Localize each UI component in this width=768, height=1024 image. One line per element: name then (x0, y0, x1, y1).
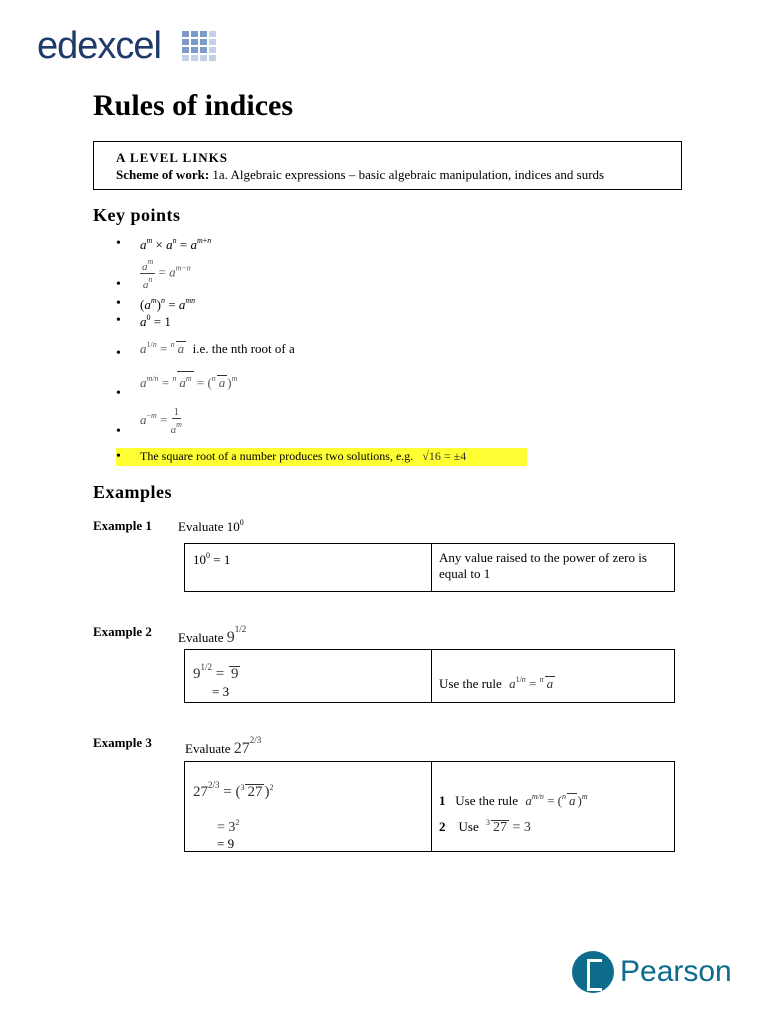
key-points-heading: Key points (93, 205, 181, 225)
example-2-table (184, 649, 675, 703)
bullet: • (116, 424, 121, 439)
key-point-4: $a^0 = 1$ (140, 313, 171, 329)
key-point-6: $a^{m/n} = ^n$ $a^m = (^n$ a )$^m$ (140, 371, 237, 391)
key-point-5: $a^{1/n} = ^n$ a i.e. the nth root of a (140, 340, 295, 356)
key-point-2: $\frac{a^m}{a^n}$ = $a^{m-n}$ (142, 257, 191, 291)
key-point-7: $a^{-m}$ = $\frac{1}{a^m}$ (140, 406, 182, 436)
bullet: • (116, 449, 121, 464)
example-3-working: $27^{2/3} = (^3$ 27 )$^2$ = $3^2$ = 9 (185, 762, 432, 852)
scheme-label: Scheme of work: (116, 167, 210, 182)
edexcel-logo: edexcel (37, 25, 161, 67)
bullet: • (116, 296, 121, 311)
example-2-prompt: Evaluate $9^{1/2}$ (178, 624, 247, 646)
pearson-wordmark: Pearson (620, 955, 732, 988)
example-1-working: $10^0 = 1$ (185, 544, 432, 592)
example-3-prompt: Evaluate $27^{2/3}$ (185, 735, 262, 757)
example-1-table (184, 543, 675, 592)
bullet: • (116, 386, 121, 401)
bullet: • (116, 313, 121, 328)
key-point-3: $(a^m)^n = a^{mn}$ (140, 296, 196, 312)
key-point-1: $a^m \times a^n = a^{m+n}$ (140, 236, 212, 252)
example-2-working: $9^{1/2} = 9$ = 3 (185, 650, 432, 703)
links-heading: A LEVEL LINKS (116, 150, 228, 165)
example-1-prompt: Evaluate $10^0$ (178, 518, 244, 534)
scheme-of-work (116, 167, 604, 183)
example-3-label: Example 3 (93, 735, 152, 750)
edexcel-grid-icon (182, 31, 216, 63)
sqrt-note: The square root of a number produces two solutions, e.g. (140, 449, 414, 463)
page-title: Rules of indices (93, 89, 294, 122)
example-3-table (184, 761, 675, 852)
example-2-note: Use the rule $a^{1/n} = ^n$ a (432, 650, 675, 703)
sqrt-example: √16 = ±4 (422, 449, 467, 463)
example-3-note: 1 Use the rule $a^{m/n} = (^n$ a )$^m$ 2 Use $^3$ 27 = 3 (432, 762, 675, 852)
example-1-note: Any value raised to the power of zero is equal to 1 (432, 544, 675, 592)
nth-root-note: i.e. the nth root of a (192, 341, 295, 356)
bullet: • (116, 236, 121, 251)
examples-heading: Examples (93, 482, 173, 502)
bullet: • (116, 277, 121, 292)
example-1-label: Example 1 (93, 518, 152, 533)
scheme-text: 1a. Algebraic expressions – basic algebraic manipulation, indices and surds (212, 167, 605, 182)
example-2-label: Example 2 (93, 624, 152, 639)
pearson-logo-icon (572, 951, 614, 993)
key-point-8 (140, 449, 466, 464)
bullet: • (116, 346, 121, 361)
